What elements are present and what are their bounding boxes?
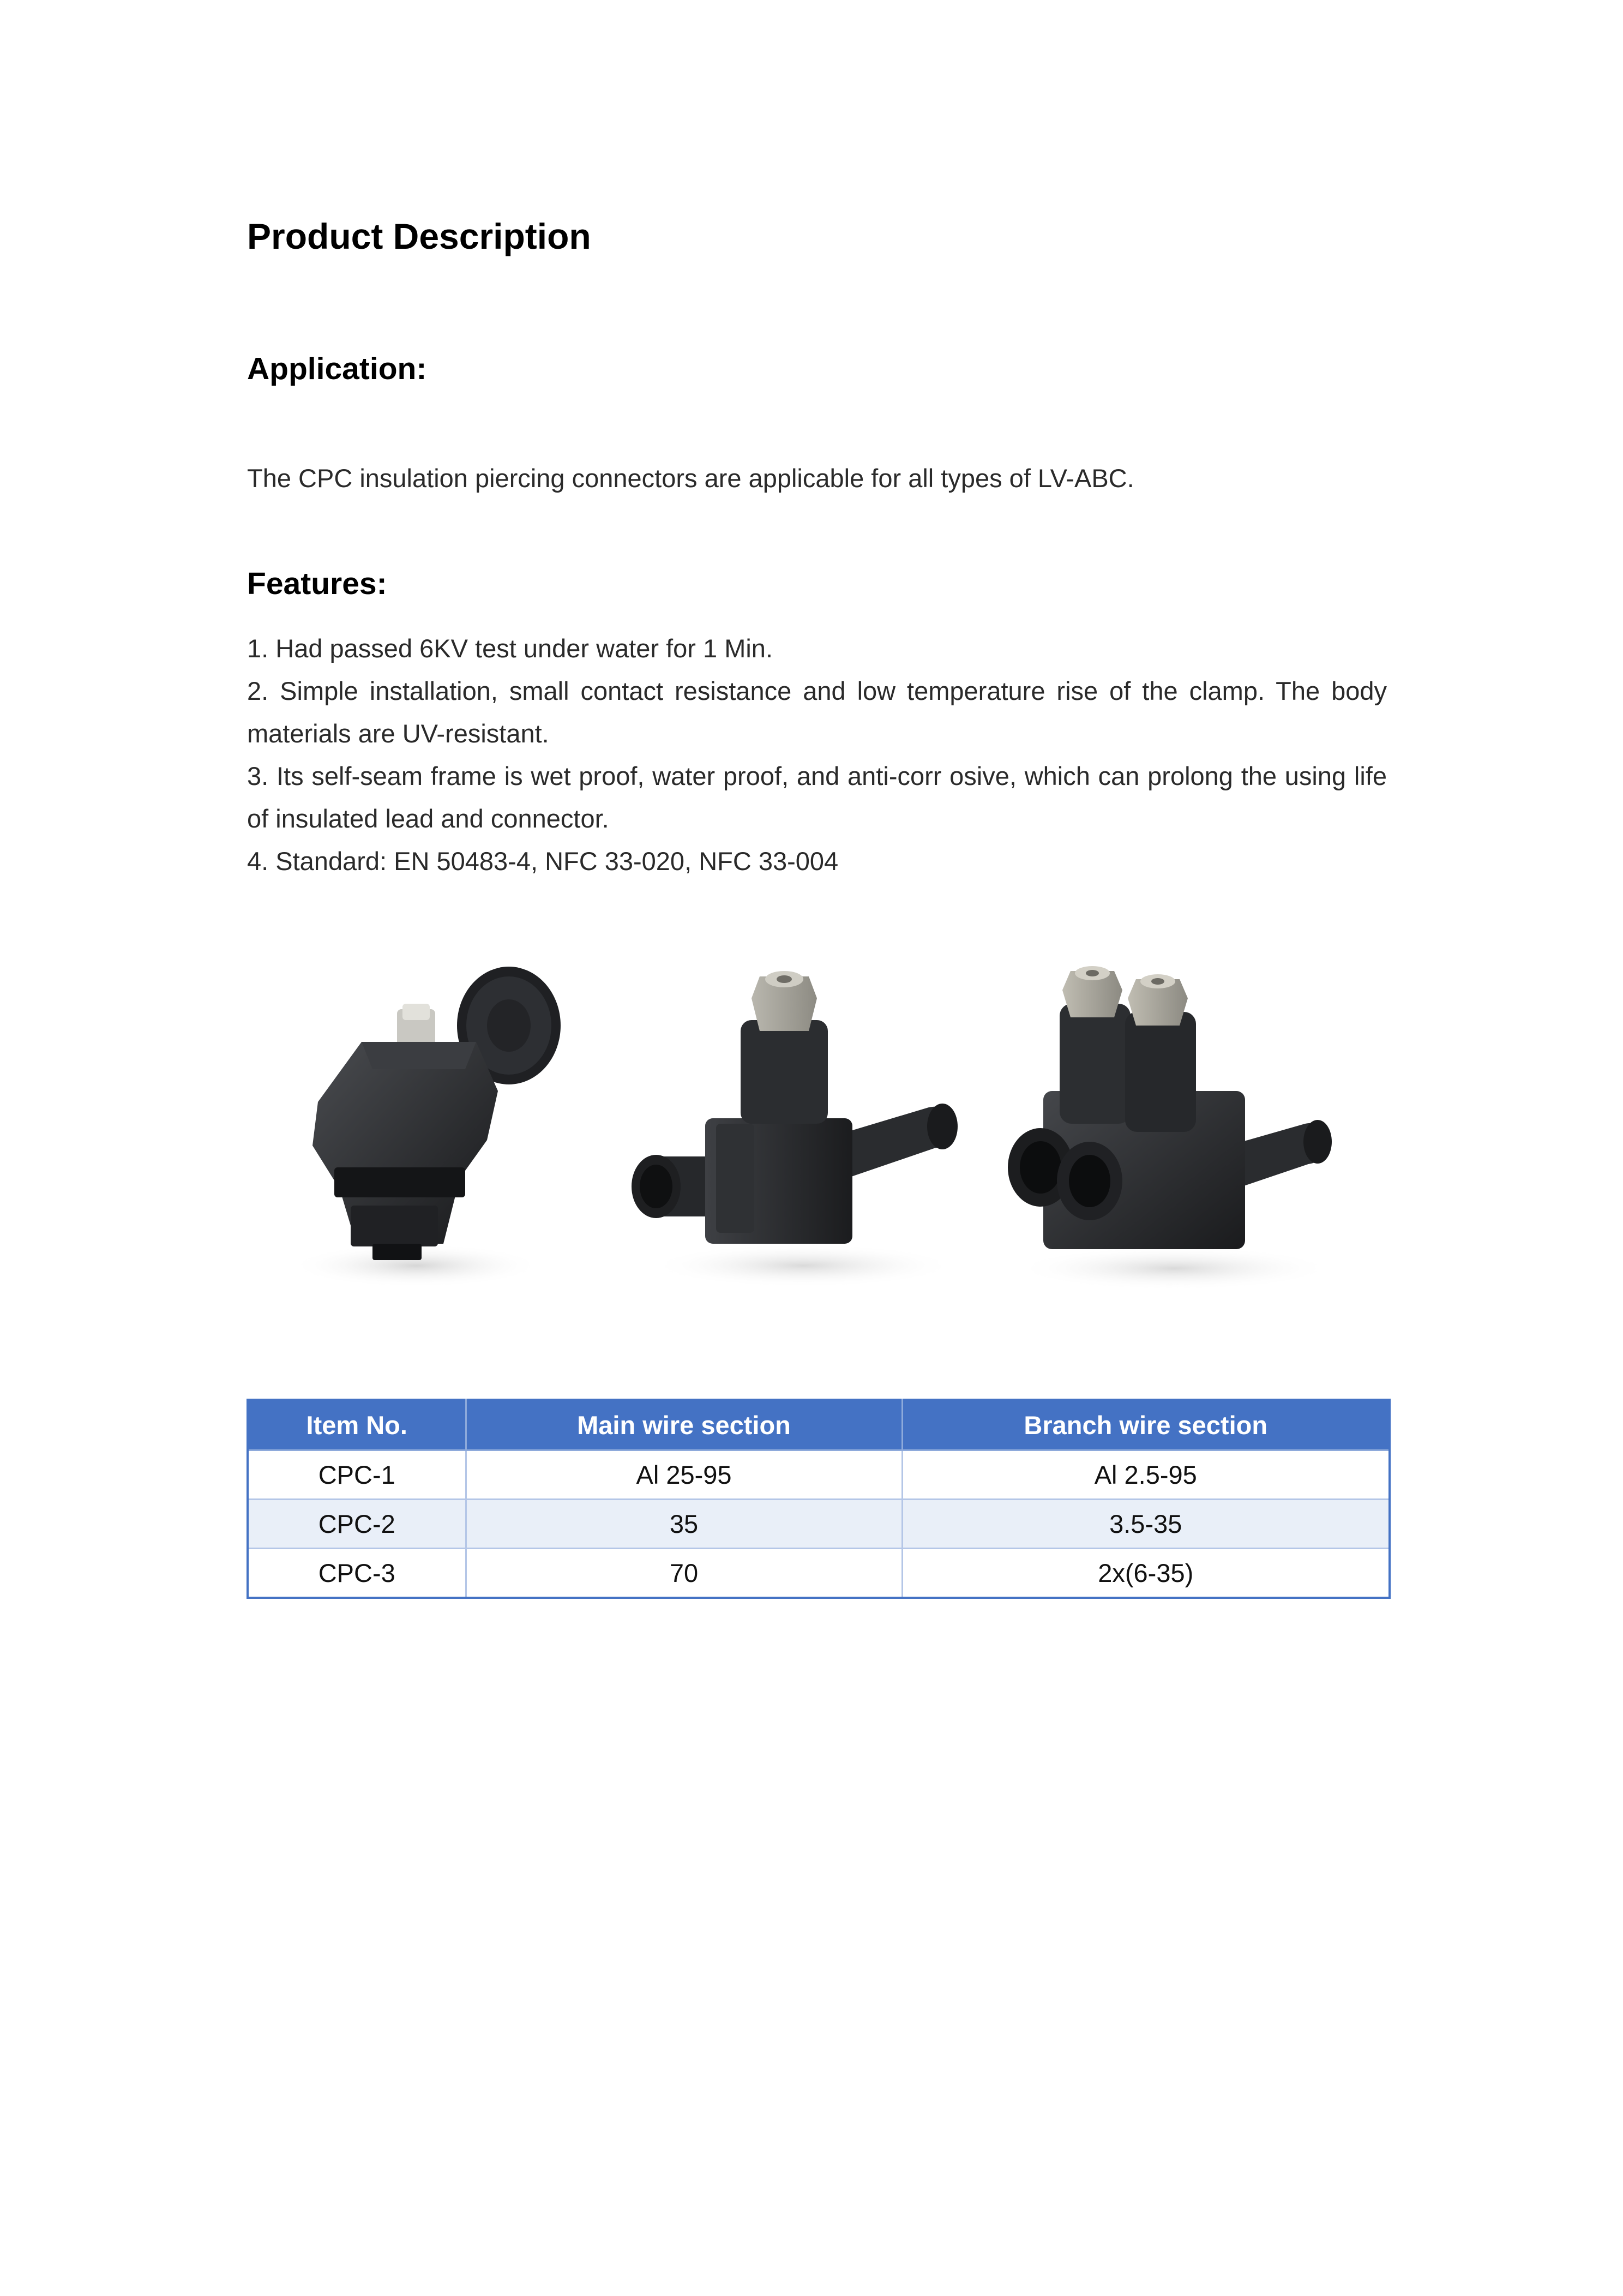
- table-row: [248, 1450, 1390, 1500]
- feature-item: 3. Its self-seam frame is wet proof, water proof, and anti-corr osive, which can prolong the using life of insulated lead and connector.: [247, 762, 1387, 833]
- table-cell: CPC-3: [248, 1549, 466, 1598]
- product-photos: [247, 960, 1387, 1298]
- feature-item: 2. Simple installation, small contact resistance and low temperature rise of the clamp. The body materials are UV-resistant.: [247, 676, 1387, 748]
- product-photo-double-connector: [1000, 960, 1349, 1298]
- feature-item: 4. Standard: EN 50483-4, NFC 33-020, NFC 33-004: [247, 847, 839, 876]
- features-list: [247, 627, 1387, 883]
- table-cell: Al 25-95: [466, 1450, 902, 1500]
- product-photo-cap-connector: [280, 960, 585, 1298]
- column-header: Main wire section: [466, 1400, 902, 1450]
- table-cell: CPC-1: [248, 1450, 466, 1500]
- page-title: Product Description: [247, 216, 591, 256]
- column-header: Branch wire section: [902, 1400, 1390, 1450]
- table-row: [248, 1500, 1390, 1549]
- table-row: [248, 1549, 1390, 1598]
- table-cell: 3.5-35: [902, 1500, 1390, 1549]
- table-cell: 35: [466, 1500, 902, 1549]
- table-header-row: [248, 1400, 1390, 1450]
- table-cell: 2x(6-35): [902, 1549, 1390, 1598]
- table-cell: CPC-2: [248, 1500, 466, 1549]
- feature-item: 1. Had passed 6KV test under water for 1 Min.: [247, 634, 773, 663]
- table-cell: 70: [466, 1549, 902, 1598]
- column-header: Item No.: [248, 1400, 466, 1450]
- application-text: The CPC insulation piercing connectors are applicable for all types of LV-ABC.: [247, 464, 1134, 493]
- spec-table: [247, 1399, 1391, 1599]
- table-cell: Al 2.5-95: [902, 1450, 1390, 1500]
- product-photo-single-connector: [623, 960, 983, 1298]
- application-heading: Application:: [247, 351, 427, 386]
- features-heading: Features:: [247, 566, 387, 601]
